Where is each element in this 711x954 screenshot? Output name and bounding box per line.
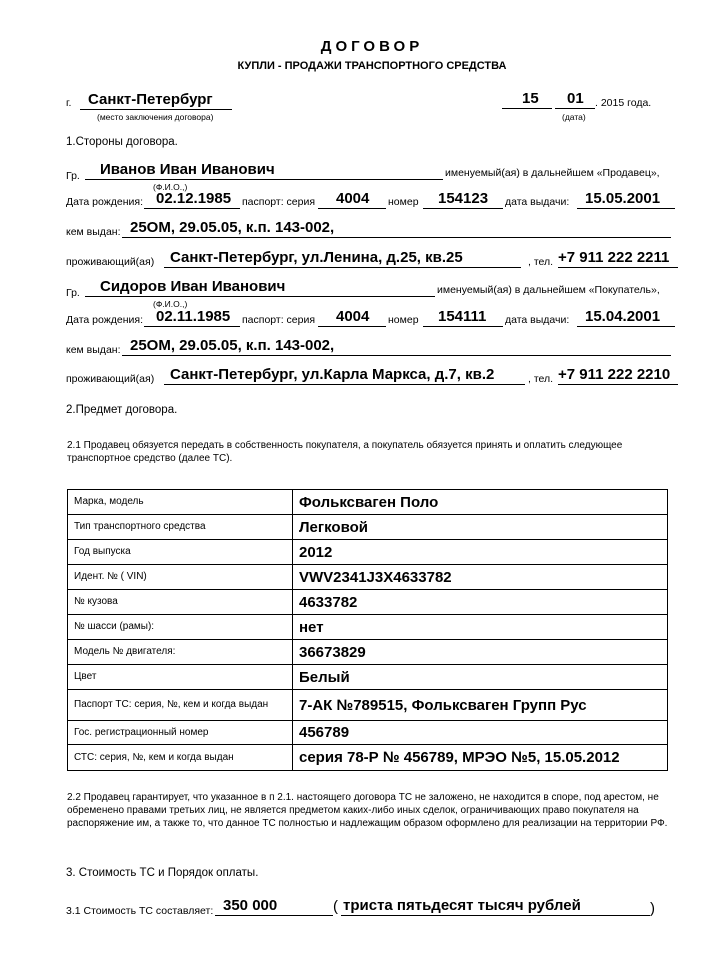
buyer-issued-by-label: кем выдан: (66, 344, 121, 356)
buyer-issue-field (577, 310, 675, 327)
seller-number-field (423, 192, 503, 209)
vehicle-field-value: 7-АК №789515, Фольксваген Групп Рус (293, 690, 668, 721)
seller-prefix: Гр. (66, 170, 80, 182)
vehicle-field-value: 36673829 (293, 640, 668, 665)
buyer-issued-by-field (122, 339, 671, 356)
table-row (68, 565, 668, 590)
buyer-series-field (318, 310, 386, 327)
table-row (68, 615, 668, 640)
seller-issue-date: 15.05.2001 (585, 190, 661, 207)
month-field (555, 92, 595, 109)
buyer-passport-label: паспорт: серия (242, 314, 316, 326)
vehicle-field-value: нет (293, 615, 668, 640)
seller-issued-by-field (122, 221, 671, 238)
vehicle-field-label: Марка, модель (68, 490, 293, 515)
day-field (502, 92, 552, 109)
buyer-phone-label: , тел. (528, 373, 554, 385)
table-row (68, 640, 668, 665)
seller-address-label: проживающий(ая) (66, 256, 155, 268)
seller-issued-by: 25ОМ, 29.05.05, к.п. 143-002, (130, 219, 335, 236)
buyer-issue-date: 15.04.2001 (585, 308, 661, 325)
table-row (68, 515, 668, 540)
close-paren: ) (650, 900, 655, 917)
vehicle-field-label: Паспорт ТС: серия, №, кем и когда выдан (68, 690, 293, 721)
seller-number: 154123 (438, 190, 489, 207)
vehicle-field-value: 2012 (293, 540, 668, 565)
seller-passport-label: паспорт: серия (242, 196, 316, 208)
seller-address: Санкт-Петербург, ул.Ленина, д.25, кв.25 (170, 249, 463, 266)
buyer-name: Сидоров Иван Иванович (100, 278, 286, 295)
seller-role: именуемый(ая) в дальнейшем «Продавец», (445, 167, 660, 179)
buyer-issued-by: 25ОМ, 29.05.05, к.п. 143-002, (130, 337, 335, 354)
seller-name-field (85, 163, 443, 180)
city-prefix: г. (66, 97, 72, 109)
day-value: 15 (522, 90, 539, 107)
section2-title: 2.Предмет договора. (66, 404, 178, 416)
seller-phone-field (558, 251, 678, 268)
buyer-address-field (164, 368, 525, 385)
vehicle-table (67, 489, 668, 771)
seller-phone-label: , тел. (528, 256, 554, 268)
seller-birth-field (144, 192, 240, 209)
table-row (68, 690, 668, 721)
buyer-address-label: проживающий(ая) (66, 373, 155, 385)
buyer-issue-label: дата выдачи: (505, 314, 570, 326)
buyer-birth: 02.11.1985 (156, 308, 231, 325)
vehicle-field-label: СТС: серия, №, кем и когда выдан (68, 745, 293, 771)
table-row (68, 490, 668, 515)
seller-issue-label: дата выдачи: (505, 196, 570, 208)
buyer-fio-caption: (Ф.И.О.,) (153, 299, 188, 309)
vehicle-field-value: Легковой (293, 515, 668, 540)
vehicle-field-label: Идент. № ( VIN) (68, 565, 293, 590)
buyer-birth-label: Дата рождения: (66, 314, 143, 326)
price-value: 350 000 (223, 897, 278, 914)
table-row (68, 721, 668, 745)
buyer-phone-field (558, 368, 678, 385)
seller-number-label: номер (388, 196, 419, 208)
buyer-name-field (85, 280, 435, 297)
buyer-role: именуемый(ая) в дальнейшем «Покупатель», (437, 284, 660, 296)
buyer-prefix: Гр. (66, 287, 80, 299)
seller-fio-caption: (Ф.И.О.,) (153, 182, 188, 192)
vehicle-field-label: Гос. регистрационный номер (68, 721, 293, 745)
buyer-address: Санкт-Петербург, ул.Карла Маркса, д.7, кв.2 (170, 366, 495, 383)
price-words-field (341, 899, 650, 916)
vehicle-field-label: Тип транспортного средства (68, 515, 293, 540)
seller-issue-field (577, 192, 675, 209)
year-text: . 2015 года. (595, 97, 652, 109)
price-words: триста пятьдесят тысяч рублей (343, 897, 581, 914)
table-row (68, 590, 668, 615)
open-paren: ( (333, 898, 338, 915)
section3-title: 3. Стоимость ТС и Порядок оплаты. (66, 867, 259, 879)
seller-address-field (164, 251, 521, 268)
clause-2-2: 2.2 Продавец гарантирует, что указанное в п 2.1. настоящего договора ТС не заложено, не находится в споре, под арестом, не обременено правами третьих лиц, не является предметом каких-либо иных сделок, ограничивающих право покупателя на распоряжение им, а также то, что данное ТС полностью и надлежащим образом оформлено для реализации на территории РФ. (67, 792, 668, 829)
vehicle-field-value: Белый (293, 665, 668, 690)
document-subtitle: КУПЛИ - ПРОДАЖИ ТРАНСПОРТНОГО СРЕДСТВА (237, 60, 507, 72)
seller-name: Иванов Иван Иванович (100, 161, 275, 178)
vehicle-field-label: № шасси (рамы): (68, 615, 293, 640)
vehicle-field-label: № кузова (68, 590, 293, 615)
clause-2-1: 2.1 Продавец обязуется передать в собственность покупателя, а покупатель обязуется принять и оплатить следующее транспортное средство (далее ТС). (67, 440, 623, 464)
table-row (68, 745, 668, 771)
seller-issued-by-label: кем выдан: (66, 226, 121, 238)
buyer-number: 154111 (438, 308, 487, 325)
vehicle-field-value: Фольксваген Поло (293, 490, 668, 515)
seller-phone: +7 911 222 2211 (558, 249, 670, 266)
price-field (215, 899, 333, 916)
city-field (80, 93, 232, 110)
price-label: 3.1 Стоимость ТС составляет: (66, 905, 214, 917)
buyer-number-field (423, 310, 503, 327)
buyer-birth-field (144, 310, 240, 327)
document-title: ДОГОВОР (320, 38, 424, 55)
vehicle-field-value: серия 78-Р № 456789, МРЭО №5, 15.05.2012 (293, 745, 668, 771)
vehicle-field-label: Цвет (68, 665, 293, 690)
vehicle-field-value: 4633782 (293, 590, 668, 615)
buyer-series: 4004 (336, 308, 370, 325)
date-caption: (дата) (562, 112, 586, 122)
month-value: 01 (567, 90, 584, 107)
city-value: Санкт-Петербург (88, 91, 213, 108)
vehicle-field-value: VWV2341J3X4633782 (293, 565, 668, 590)
vehicle-field-label: Модель № двигателя: (68, 640, 293, 665)
place-caption: (место заключения договора) (97, 112, 214, 122)
vehicle-field-value: 456789 (293, 721, 668, 745)
seller-birth-label: Дата рождения: (66, 196, 143, 208)
vehicle-field-label: Год выпуска (68, 540, 293, 565)
seller-birth: 02.12.1985 (156, 190, 232, 207)
table-row (68, 540, 668, 565)
section1-title: 1.Стороны договора. (66, 136, 178, 148)
seller-series-field (318, 192, 386, 209)
seller-series: 4004 (336, 190, 370, 207)
buyer-phone: +7 911 222 2210 (558, 366, 671, 383)
buyer-number-label: номер (388, 314, 419, 326)
table-row (68, 665, 668, 690)
